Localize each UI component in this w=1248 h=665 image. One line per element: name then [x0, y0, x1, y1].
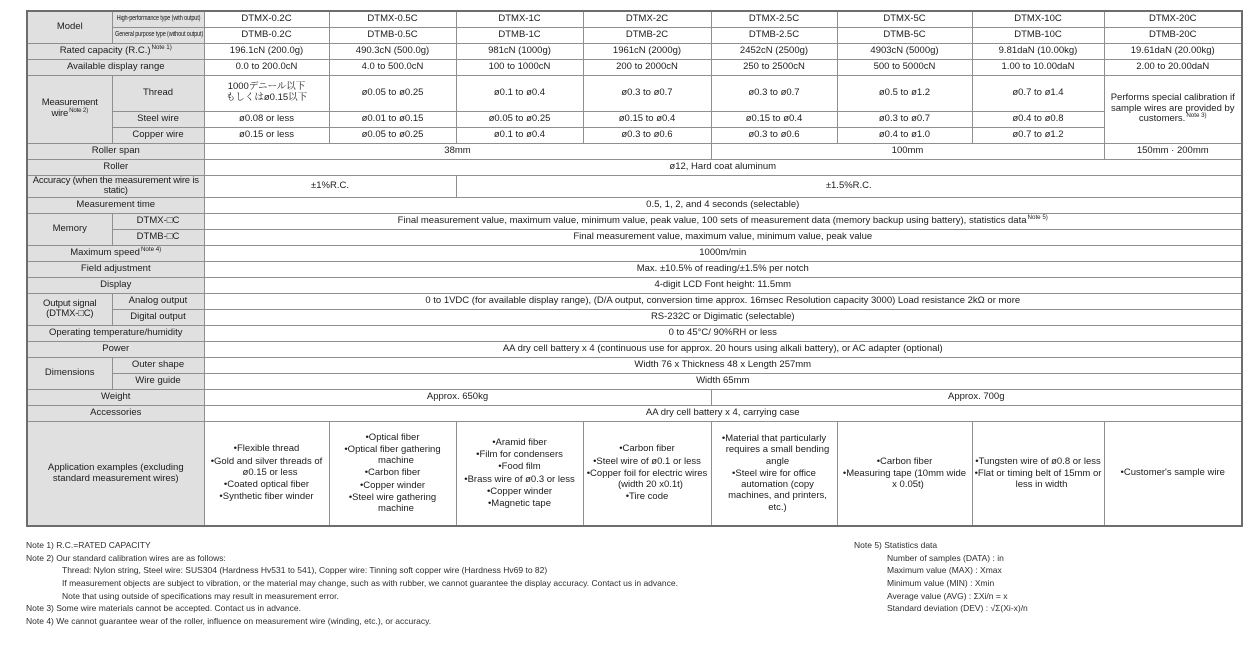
model-name-cell: DTMB-0.5C: [329, 27, 456, 43]
application-example-item: •Carbon fiber: [619, 443, 675, 455]
row-maximum-speed: [27, 245, 1242, 261]
rated-capacity-value: 9.81daN (10.00kg): [972, 43, 1104, 59]
memory-dtmb-value: Final measurement value, maximum value, minimum value, peak value: [204, 229, 1242, 245]
row-analog-output: [27, 293, 1242, 309]
application-example-item: •Flexible thread: [233, 443, 300, 455]
roller-span-value: 100mm: [711, 143, 1104, 159]
row-accessories: [27, 405, 1242, 421]
application-example-item: •Material that particularly requires a small bending angle: [721, 433, 830, 467]
outer-shape-value: Width 76 x Thickness 48 x Length 257mm: [204, 357, 1242, 373]
row-digital-output: [27, 309, 1242, 325]
note-ref: Note 1): [151, 43, 172, 51]
accessories-label: Accessories: [27, 405, 204, 421]
steel-wire-value: ø0.08 or less: [204, 111, 329, 127]
accessories-value: AA dry cell battery x 4, carrying case: [204, 405, 1242, 421]
measurement-wire-label-line2: [30, 106, 110, 120]
wire-guide-value: Width 65mm: [204, 373, 1242, 389]
application-examples-cell: [837, 421, 972, 526]
copper-wire-value: ø0.3 to ø0.6: [583, 127, 711, 143]
note-5-detail: Number of samples (DATA) : in: [887, 552, 1004, 563]
application-example-item: •Carbon fiber: [876, 455, 933, 467]
application-examples-cell: [456, 421, 583, 526]
model-name-cell: DTMB-5C: [837, 27, 972, 43]
row-power: [27, 341, 1242, 357]
steel-wire-value: ø0.15 to ø0.4: [583, 111, 711, 127]
general-purpose-type-label: [112, 27, 204, 43]
model-name-cell: DTMX-2.5C: [711, 11, 837, 27]
thread-value: [204, 75, 329, 111]
application-example-item: •Coated optical fiber: [223, 479, 310, 491]
thread-value: ø0.5 to ø1.2: [837, 75, 972, 111]
note-2-detail: Note that using outside of specifications may result in measurement error.: [62, 590, 339, 601]
memory-dtmx-value: [204, 213, 1242, 229]
note-ref: Note 3): [1186, 112, 1207, 120]
memory-dtmb-label: DTMB-□C: [112, 229, 204, 245]
row-model-dtmx: [27, 11, 1242, 27]
special-calibration-note: [1104, 75, 1242, 143]
model-name-cell: DTMB-2.5C: [711, 27, 837, 43]
spec-sheet-page: [0, 10, 1248, 665]
accuracy-label: Accuracy (when the measurement wire is static): [27, 175, 204, 197]
note-ref: Note 4): [140, 245, 162, 253]
application-example-item: •Film for condensers: [476, 449, 563, 461]
operating-environment-value: 0 to 45°C/ 90%RH or less: [204, 325, 1242, 341]
thread-label: Thread: [112, 75, 204, 111]
application-examples-cell: [204, 421, 329, 526]
application-example-item: •Carbon fiber: [364, 467, 421, 479]
rated-capacity-value: 981cN (1000g): [456, 43, 583, 59]
application-example-item: •Aramid fiber: [492, 436, 547, 448]
operating-environment-label: Operating temperature/humidity: [27, 325, 204, 341]
copper-wire-value: ø0.3 to ø0.6: [711, 127, 837, 143]
note-2: Note 2) Our standard calibration wires are as follows:: [26, 552, 226, 563]
application-example-item: •Synthetic fiber winder: [219, 491, 314, 503]
copper-wire-value: ø0.15 or less: [204, 127, 329, 143]
row-model-dtmb: [27, 27, 1242, 43]
display-range-value: 4.0 to 500.0cN: [329, 59, 456, 75]
roller-value: ø12, Hard coat aluminum: [204, 159, 1242, 175]
weight-label: Weight: [27, 389, 204, 405]
analog-output-label: Analog output: [112, 293, 204, 309]
row-measurement-time: [27, 197, 1242, 213]
row-display-range: [27, 59, 1242, 75]
spec-table: [26, 10, 1243, 527]
model-name-cell: DTMX-2C: [583, 11, 711, 27]
application-examples-label: Application examples (excluding standard measurement wires): [27, 421, 204, 526]
application-example-item: •Gold and silver threads of ø0.15 or less: [210, 455, 323, 478]
model-label: Model: [27, 11, 112, 43]
row-memory-dtmx: [27, 213, 1242, 229]
model-name-cell: DTMX-5C: [837, 11, 972, 27]
weight-value: Approx. 650kg: [204, 389, 711, 405]
memory-dtmx-value-text: Final measurement value, maximum value, minimum value, peak value, 100 sets of measurement data (memory backup using battery), statistics data: [397, 214, 1027, 226]
weight-value: Approx. 700g: [711, 389, 1242, 405]
row-rated-capacity: [27, 43, 1242, 59]
row-wire-guide: [27, 373, 1242, 389]
wire-guide-label: Wire guide: [112, 373, 204, 389]
row-application-examples: [27, 421, 1242, 526]
application-examples-cell: [329, 421, 456, 526]
measurement-wire-label-text: wire: [51, 108, 69, 119]
roller-span-value: 150mm · 200mm: [1104, 143, 1242, 159]
steel-wire-value: ø0.01 to ø0.15: [329, 111, 456, 127]
digital-output-value: RS-232C or Digimatic (selectable): [204, 309, 1242, 325]
display-value: 4-digit LCD Font height: 11.5mm: [204, 277, 1242, 293]
note-5-detail: Minimum value (MIN) : Xmin: [887, 578, 995, 589]
output-signal-label-line2: (DTMX-□C): [46, 308, 94, 320]
display-label: Display: [27, 277, 204, 293]
application-example-item: •Copper foil for electric wires (width 20 x0.1t): [586, 467, 708, 491]
dimensions-label: Dimensions: [27, 357, 112, 389]
model-name-cell: DTMB-1C: [456, 27, 583, 43]
steel-wire-value: ø0.4 to ø0.8: [972, 111, 1104, 127]
rated-capacity-value: 2452cN (2500g): [711, 43, 837, 59]
model-name-cell: DTMX-0.2C: [204, 11, 329, 27]
roller-label: Roller: [27, 159, 204, 175]
application-example-item: •Magnetic tape: [487, 497, 551, 509]
power-value: AA dry cell battery x 4 (continuous use for approx. 20 hours using alkali battery), or AC adapter (optional): [204, 341, 1242, 357]
application-examples-cell: [711, 421, 837, 526]
maximum-speed-value: 1000m/min: [204, 245, 1242, 261]
model-name-cell: DTMB-20C: [1104, 27, 1242, 43]
application-example-item: •Tire code: [625, 491, 669, 503]
copper-wire-value: ø0.4 to ø1.0: [837, 127, 972, 143]
rated-capacity-label-text: Rated capacity (R.C.): [59, 44, 151, 56]
application-example-item: •Flat or timing belt of 15mm or less in width: [974, 467, 1102, 491]
row-roller: [27, 159, 1242, 175]
steel-wire-label: Steel wire: [112, 111, 204, 127]
display-range-value: 1.00 to 10.00daN: [972, 59, 1104, 75]
memory-label: Memory: [27, 213, 112, 245]
application-example-item: •Copper winder: [359, 479, 426, 491]
note-2-detail: Thread: Nylon string, Steel wire: SUS304 (Hardness Hv531 to 541), Copper wire: Tinning soft copper wire (Hardness Hv69 to 82): [62, 565, 548, 576]
row-memory-dtmb: [27, 229, 1242, 245]
maximum-speed-label: [27, 245, 204, 261]
footnotes-left: [26, 539, 1236, 627]
high-performance-type-text: High-performance type (with output): [116, 15, 200, 23]
application-example-item: •Brass wire of ø0.3 or less: [464, 473, 575, 485]
application-examples-cell: [583, 421, 711, 526]
application-example-item: •Tungsten wire of ø0.8 or less: [975, 455, 1101, 467]
thread-value: ø0.7 to ø1.4: [972, 75, 1104, 111]
application-example-item: •Steel wire of ø0.1 or less: [593, 455, 701, 467]
digital-output-label: Digital output: [112, 309, 204, 325]
display-range-label: Available display range: [27, 59, 204, 75]
note-4: Note 4) We cannot guarantee wear of the roller, influence on measurement wire (winding, etc.), or accuracy.: [26, 615, 432, 626]
display-range-value: 0.0 to 200.0cN: [204, 59, 329, 75]
application-example-item: •Food film: [498, 461, 541, 473]
application-example-item: •Measuring tape (10mm wide x 0.05t): [842, 467, 967, 491]
note-5-detail: Average value (AVG) : ΣXi/n = x: [887, 590, 1008, 601]
rated-capacity-value: 196.1cN (200.0g): [204, 43, 329, 59]
note-ref: Note 2): [69, 106, 89, 114]
note-2-detail: If measurement objects are subject to vibration, or the material may change, such as with rubber, we cannot guarantee the display accuracy. Contact us in advance.: [62, 578, 678, 589]
application-example-item: •Copper winder: [486, 485, 553, 497]
row-field-adjustment: [27, 261, 1242, 277]
note-3: Note 3) Some wire materials cannot be accepted. Contact us in advance.: [26, 603, 301, 614]
measurement-wire-label: [27, 75, 112, 143]
application-example-item: •Customer's sample wire: [1120, 467, 1225, 479]
maximum-speed-label-text: Maximum speed: [70, 246, 140, 258]
display-range-value: 500 to 5000cN: [837, 59, 972, 75]
display-range-value: 200 to 2000cN: [583, 59, 711, 75]
row-accuracy: [27, 175, 1242, 197]
measurement-time-label: Measurement time: [27, 197, 204, 213]
copper-wire-value: ø0.7 to ø1.2: [972, 127, 1104, 143]
footnotes-right: [854, 539, 1028, 615]
rated-capacity-value: 4903cN (5000g): [837, 43, 972, 59]
application-example-item: •Optical fiber: [365, 431, 420, 443]
model-name-cell: DTMX-1C: [456, 11, 583, 27]
measurement-time-value: 0.5, 1, 2, and 4 seconds (selectable): [204, 197, 1242, 213]
note-5-title: Note 5) Statistics data: [854, 540, 938, 551]
rated-capacity-label: [27, 43, 204, 59]
output-signal-label-line1: Output signal: [43, 297, 97, 309]
application-example-item: •Steel wire gathering machine: [348, 491, 437, 514]
row-operating-environment: [27, 325, 1242, 341]
application-example-item: •Optical fiber gathering machine: [344, 443, 441, 467]
display-range-value: 250 to 2500cN: [711, 59, 837, 75]
output-signal-label: [27, 293, 112, 325]
copper-wire-value: ø0.1 to ø0.4: [456, 127, 583, 143]
copper-wire-label: Copper wire: [112, 127, 204, 143]
model-name-cell: DTMB-0.2C: [204, 27, 329, 43]
accuracy-value: ±1%R.C.: [204, 175, 456, 197]
special-calibration-text: Performs special calibration if sample wires are provided by customers.: [1110, 92, 1235, 125]
row-wire-thread: [27, 75, 1242, 111]
row-wire-copper: [27, 127, 1242, 143]
copper-wire-value: ø0.05 to ø0.25: [329, 127, 456, 143]
power-label: Power: [27, 341, 204, 357]
thread-value: ø0.3 to ø0.7: [711, 75, 837, 111]
memory-dtmx-label: DTMX-□C: [112, 213, 204, 229]
display-range-value: 100 to 1000cN: [456, 59, 583, 75]
steel-wire-value: ø0.05 to ø0.25: [456, 111, 583, 127]
note-1: Note 1) R.C.=RATED CAPACITY: [26, 540, 151, 551]
application-examples-cell: [972, 421, 1104, 526]
measurement-wire-label-line1: Measurement: [41, 97, 98, 109]
model-name-cell: DTMX-0.5C: [329, 11, 456, 27]
roller-span-label: Roller span: [27, 143, 204, 159]
footnotes: [26, 539, 1236, 627]
application-examples-cell: [1104, 421, 1242, 526]
row-outer-shape: [27, 357, 1242, 373]
field-adjustment-value: Max. ±10.5% of reading/±1.5% per notch: [204, 261, 1242, 277]
display-range-value: 2.00 to 20.00daN: [1104, 59, 1242, 75]
steel-wire-value: ø0.3 to ø0.7: [837, 111, 972, 127]
accuracy-value: ±1.5%R.C.: [456, 175, 1242, 197]
note-ref: Note 5): [1027, 213, 1048, 221]
note-5-detail: Standard deviation (DEV) : √Σ(Xi-x)/n: [887, 603, 1028, 614]
row-display: [27, 277, 1242, 293]
thread-value: ø0.1 to ø0.4: [456, 75, 583, 111]
outer-shape-label: Outer shape: [112, 357, 204, 373]
field-adjustment-label: Field adjustment: [27, 261, 204, 277]
analog-output-value: 0 to 1VDC (for available display range), (D/A output, conversion time approx. 16msec Resolution capacity 3000) Load resistance 2kΩ or more: [204, 293, 1242, 309]
row-wire-steel: [27, 111, 1242, 127]
thread-value-jp-line1: 1000デニール以下: [227, 81, 306, 93]
thread-value: ø0.05 to ø0.25: [329, 75, 456, 111]
application-example-item: •Steel wire for office automation (copy machines, and printers, etc.): [728, 467, 827, 513]
row-roller-span: [27, 143, 1242, 159]
model-name-cell: DTMX-20C: [1104, 11, 1242, 27]
thread-value-jp-line2: もしくはø0.15以下: [225, 92, 308, 103]
note-5-detail: Maximum value (MAX) : Xmax: [887, 565, 1002, 576]
model-name-cell: DTMB-2C: [583, 27, 711, 43]
roller-span-value: 38mm: [204, 143, 711, 159]
high-performance-type-label: [112, 11, 204, 27]
model-name-cell: DTMB-10C: [972, 27, 1104, 43]
rated-capacity-value: 1961cN (2000g): [583, 43, 711, 59]
model-name-cell: DTMX-10C: [972, 11, 1104, 27]
row-weight: [27, 389, 1242, 405]
general-purpose-type-text: General purpose type (without output): [114, 31, 203, 39]
thread-value: ø0.3 to ø0.7: [583, 75, 711, 111]
steel-wire-value: ø0.15 to ø0.4: [711, 111, 837, 127]
rated-capacity-value: 19.61daN (20.00kg): [1104, 43, 1242, 59]
rated-capacity-value: 490.3cN (500.0g): [329, 43, 456, 59]
